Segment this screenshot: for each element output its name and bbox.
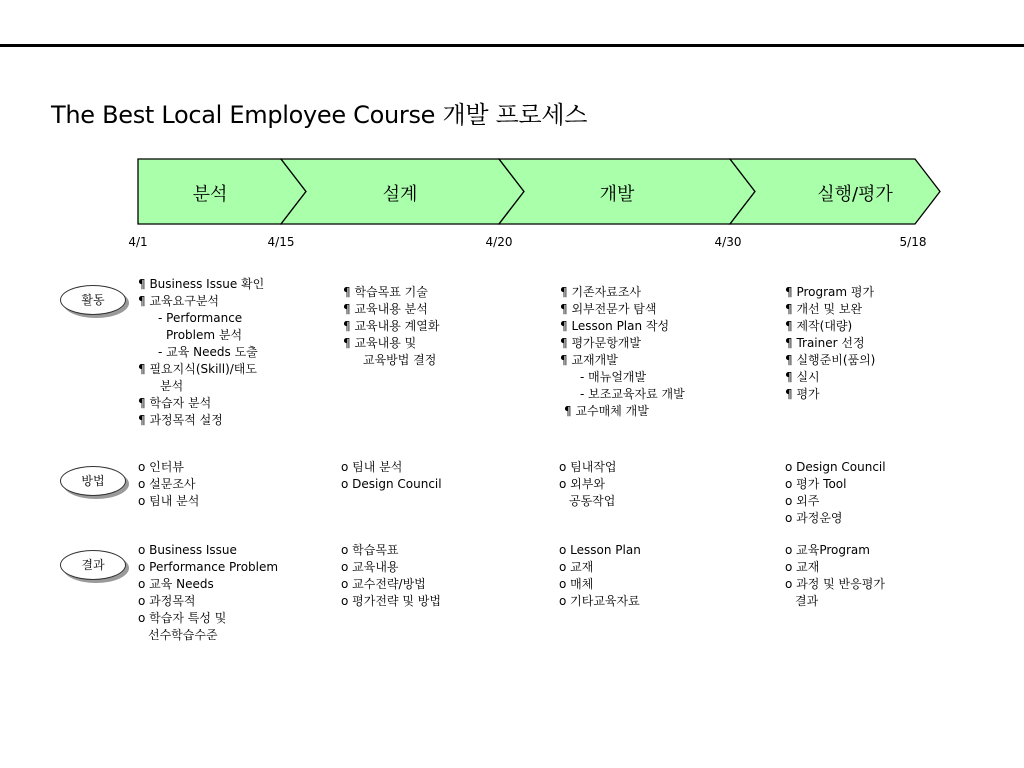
list-item: ¶ 외부전문가 탐색 xyxy=(560,302,657,316)
date-label: 4/20 xyxy=(485,235,513,249)
list-item: o Performance Problem xyxy=(138,560,279,574)
list-item: 선수학습수준 xyxy=(148,628,218,642)
list-item: ¶ 실시 xyxy=(785,370,820,384)
activity-development-list xyxy=(560,284,685,420)
list-item: - Performance xyxy=(158,311,243,325)
method-design-list xyxy=(341,459,442,493)
result-implementation-list xyxy=(785,542,885,610)
row-badge-activity: 활동 xyxy=(60,285,126,315)
process-flow xyxy=(0,0,1024,260)
list-item: o 교육 Needs xyxy=(138,577,214,591)
list-item: ¶ Lesson Plan 작성 xyxy=(560,319,670,333)
list-item: o Design Council xyxy=(341,477,442,491)
list-item: ¶ 학습목표 기술 xyxy=(343,285,428,299)
date-label: 5/18 xyxy=(899,235,927,249)
list-item: o Design Council xyxy=(785,460,886,474)
list-item: ¶ 교재개발 xyxy=(560,353,618,367)
list-item: ¶ 교육내용 분석 xyxy=(343,302,428,316)
list-item: ¶ 교육요구분석 xyxy=(138,294,220,308)
date-label: 4/15 xyxy=(267,235,295,249)
list-item: o 평가 Tool xyxy=(785,477,847,491)
list-item: o 과정목적 xyxy=(138,594,196,608)
list-item: 공동작업 xyxy=(569,494,616,508)
list-item: 분석 xyxy=(160,379,184,393)
list-item: Problem 분석 xyxy=(166,328,243,342)
list-item: ¶ 교육내용 및 xyxy=(343,336,417,350)
list-item: o 학습자 특성 및 xyxy=(138,611,227,625)
list-item: ¶ Trainer 선정 xyxy=(785,336,865,350)
list-item: ¶ 교육내용 계열화 xyxy=(343,319,440,333)
list-item: o 인터뷰 xyxy=(138,460,184,474)
activity-analysis-list xyxy=(138,276,264,429)
row-badge-method: 방법 xyxy=(60,466,126,496)
method-development-list xyxy=(559,459,617,510)
method-analysis-list xyxy=(138,459,199,510)
method-implementation-list xyxy=(785,459,886,527)
list-item: 교육방법 결정 xyxy=(363,353,437,367)
list-item: 결과 xyxy=(795,594,819,608)
list-item: o 학습목표 xyxy=(341,543,399,557)
phase-label-design: 설계 xyxy=(382,184,418,205)
list-item: - 매뉴얼개발 xyxy=(580,370,647,384)
list-item: o 외주 xyxy=(785,494,820,508)
phase-label-analysis: 분석 xyxy=(192,184,228,205)
date-label: 4/30 xyxy=(714,235,742,249)
list-item: o 교수전략/방법 xyxy=(341,577,426,591)
list-item: o 팀내 분석 xyxy=(341,460,403,474)
list-item: o 과정 및 반응평가 xyxy=(785,577,885,591)
list-item: o Lesson Plan xyxy=(559,543,641,557)
list-item: ¶ Program 평가 xyxy=(785,285,875,299)
list-item: ¶ 평가문항개발 xyxy=(560,336,642,350)
list-item: o 매체 xyxy=(559,577,594,591)
activity-implementation-list xyxy=(785,284,875,403)
list-item: - 교육 Needs 도출 xyxy=(158,345,258,359)
list-item: o Business Issue xyxy=(138,543,237,557)
activity-design-list xyxy=(343,284,439,369)
list-item: ¶ 학습자 분석 xyxy=(138,396,212,410)
list-item: o 과정운영 xyxy=(785,511,843,525)
list-item: - 보조교육자료 개발 xyxy=(580,387,685,401)
list-item: ¶ 평가 xyxy=(785,387,820,401)
list-item: ¶ 제작(대량) xyxy=(785,319,853,333)
list-item: ¶ 개선 및 보완 xyxy=(785,302,863,316)
result-analysis-list xyxy=(138,542,278,644)
list-item: o 외부와 xyxy=(559,477,605,491)
list-item: o 교육내용 xyxy=(341,560,399,574)
row-badge-result: 결과 xyxy=(60,550,126,580)
date-label: 4/1 xyxy=(128,235,148,249)
list-item: ¶ 필요지식(Skill)/태도 xyxy=(138,362,257,376)
list-item: ¶ Business Issue 확인 xyxy=(138,277,265,291)
page-title: The Best Local Employee Course 개발 프로세스 xyxy=(51,101,588,129)
result-design-list xyxy=(341,542,441,610)
list-item: o 교재 xyxy=(785,560,820,574)
list-item: o 교재 xyxy=(559,560,594,574)
list-item: ¶ 과정목적 설정 xyxy=(138,413,223,427)
list-item: ¶ 실행준비(품의) xyxy=(785,353,876,367)
phase-label-development: 개발 xyxy=(599,184,635,205)
list-item: ¶ 교수매체 개발 xyxy=(564,404,649,418)
list-item: o 교육Program xyxy=(785,543,870,557)
list-item: o 설문조사 xyxy=(138,477,196,491)
phase-label-implementation: 실행/평가 xyxy=(817,184,893,205)
list-item: o 팀내작업 xyxy=(559,460,617,474)
list-item: o 팀내 분석 xyxy=(138,494,200,508)
list-item: o 평가전략 및 방법 xyxy=(341,594,441,608)
list-item: o 기타교육자료 xyxy=(559,594,640,608)
result-development-list xyxy=(559,542,641,610)
list-item: ¶ 기존자료조사 xyxy=(560,285,642,299)
